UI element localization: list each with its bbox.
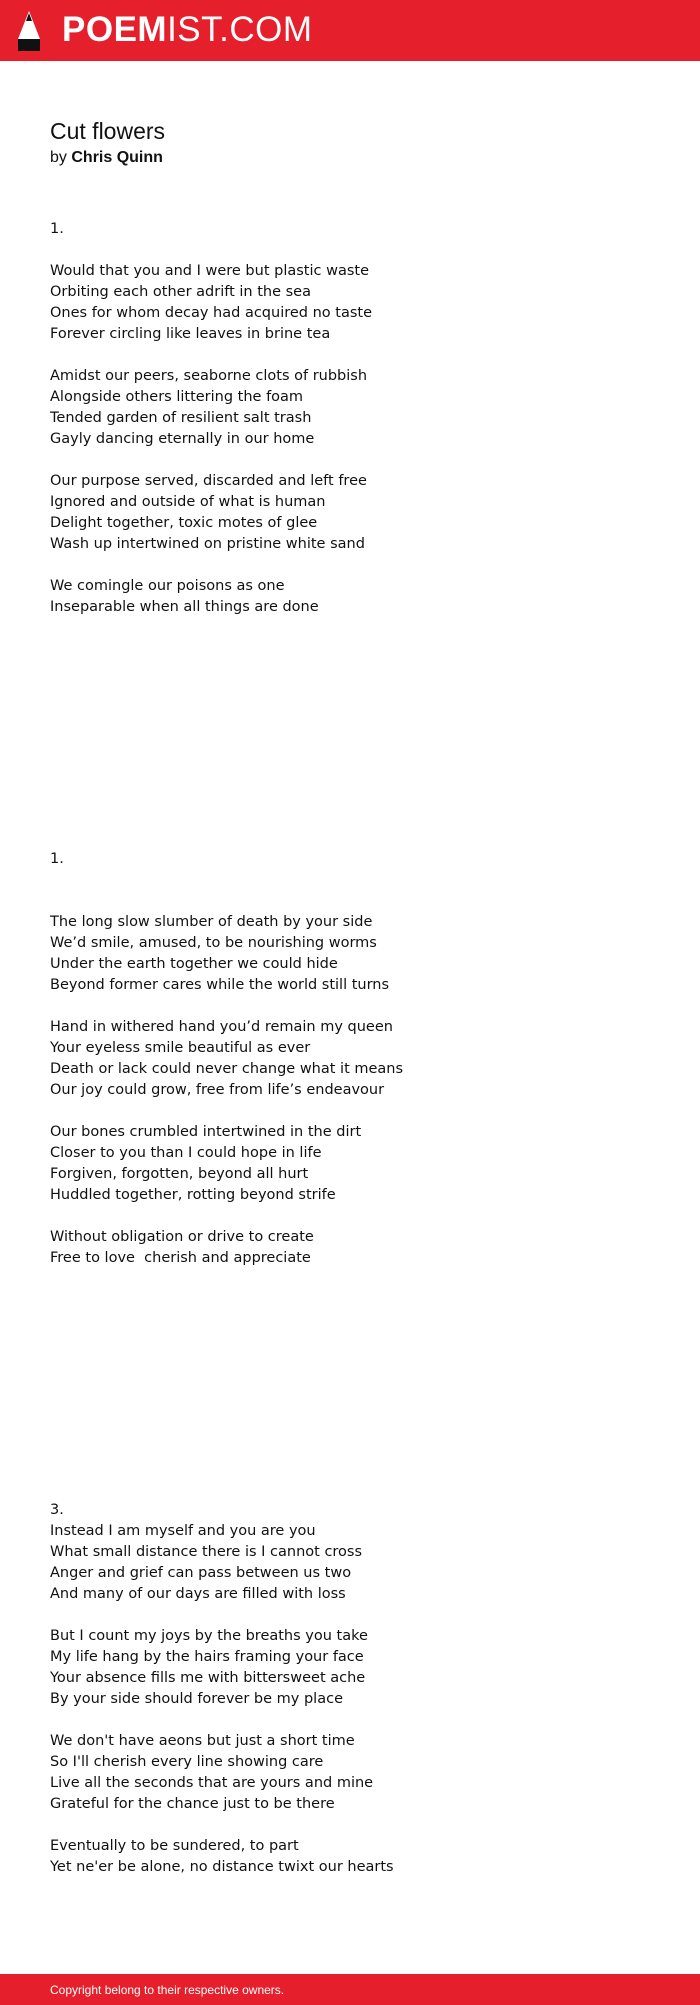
poem-line	[50, 1374, 403, 1395]
poem-line	[50, 450, 403, 471]
poem-line: Orbiting each other adrift in the sea	[50, 284, 311, 300]
logo-brand-light: IST.COM	[167, 10, 313, 49]
poem-line: Your absence fills me with bittersweet ache	[50, 1670, 366, 1686]
logo-brand-bold: POEM	[62, 10, 168, 49]
poem-line: Forgiven, forgotten, beyond all hurt	[50, 1166, 309, 1182]
site-footer	[0, 1974, 700, 2005]
poem-line	[50, 1605, 403, 1626]
poem-line: My life hang by the hairs framing your face	[50, 1649, 364, 1665]
poem-line: We comingle our poisons as one	[50, 578, 285, 594]
poem-line	[50, 996, 403, 1017]
poem-line	[50, 345, 403, 366]
poem-line: Without obligation or drive to create	[50, 1229, 314, 1245]
poem-line: Ignored and outside of what is human	[50, 494, 326, 510]
poem-line	[50, 1416, 403, 1437]
by-label: by	[50, 149, 67, 166]
poem-line	[50, 1458, 403, 1479]
poem-line: We don't have aeons but just a short time	[50, 1733, 355, 1749]
poem-line: Would that you and I were but plastic waste	[50, 263, 369, 279]
poem-line: Hand in withered hand you’d remain my queen	[50, 1019, 393, 1035]
poem-line	[50, 807, 403, 828]
pencil-logo-icon[interactable]	[16, 11, 42, 51]
poem-line: And many of our days are filled with loss	[50, 1586, 346, 1602]
poem-line: Delight together, toxic motes of glee	[50, 515, 318, 531]
poem-line: The long slow slumber of death by your side	[50, 914, 373, 930]
poem-line: 1.	[50, 221, 64, 237]
poem-line	[50, 1437, 403, 1458]
poem-line: Death or lack could never change what it means	[50, 1061, 404, 1077]
site-header	[0, 0, 700, 61]
poem-line: Gayly dancing eternally in our home	[50, 431, 315, 447]
poem-line: Instead I am myself and you are you	[50, 1523, 316, 1539]
site-logo[interactable]	[62, 8, 313, 52]
poem-line	[50, 555, 403, 576]
poem-title: Cut flowers	[50, 118, 166, 144]
poem-line	[50, 765, 403, 786]
poem-line: Yet ne'er be alone, no distance twixt our hearts	[50, 1859, 394, 1875]
poem-line	[50, 660, 403, 681]
poem-line	[50, 1290, 403, 1311]
poem-line: Wash up intertwined on pristine white sand	[50, 536, 365, 552]
author-name[interactable]: Chris Quinn	[71, 149, 163, 166]
poem-line	[50, 828, 403, 849]
poem-line: Our purpose served, discarded and left free	[50, 473, 367, 489]
poem-line: Inseparable when all things are done	[50, 599, 319, 615]
poem-line: Eventually to be sundered, to part	[50, 1838, 299, 1854]
poem-line: Ones for whom decay had acquired no taste	[50, 305, 373, 321]
poem-line: Live all the seconds that are yours and mine	[50, 1775, 374, 1791]
poem-line	[50, 681, 403, 702]
poem-line	[50, 702, 403, 723]
poem-line: By your side should forever be my place	[50, 1691, 343, 1707]
poem-line: Under the earth together we could hide	[50, 956, 338, 972]
poem-line	[50, 618, 403, 639]
poem-line: Closer to you than I could hope in life	[50, 1145, 322, 1161]
poem-line	[50, 1395, 403, 1416]
poem-line: But I count my joys by the breaths you take	[50, 1628, 368, 1644]
poem-line: Forever circling like leaves in brine tea	[50, 326, 331, 342]
poem-line	[50, 1101, 403, 1122]
poem-line	[50, 786, 403, 807]
poem-line: 1.	[50, 851, 64, 867]
poem-line: 3.	[50, 1502, 64, 1518]
poem-line	[50, 1206, 403, 1227]
poem-line	[50, 1479, 403, 1500]
poem-line	[50, 870, 403, 891]
poem-line: Grateful for the chance just to be there	[50, 1796, 335, 1812]
poem-line: Our joy could grow, free from life’s endeavour	[50, 1082, 385, 1098]
poem-line	[50, 723, 403, 744]
byline	[50, 146, 163, 170]
poem-line: Free to love cherish and appreciate	[50, 1250, 311, 1266]
poem-line	[50, 891, 403, 912]
poem-line	[50, 744, 403, 765]
poem-line	[50, 1353, 403, 1374]
copyright-notice: Copyright belong to their respective owners.	[50, 1983, 285, 1997]
poem-line: Tended garden of resilient salt trash	[50, 410, 312, 426]
poem-line	[50, 1815, 403, 1836]
poem-line: Huddled together, rotting beyond strife	[50, 1187, 336, 1203]
poem-line: Alongside others littering the foam	[50, 389, 304, 405]
poem-line	[50, 1332, 403, 1353]
poem-line: Our bones crumbled intertwined in the dirt	[50, 1124, 362, 1140]
poem-line: What small distance there is I cannot cross	[50, 1544, 363, 1560]
poem-line	[50, 1710, 403, 1731]
poem-line	[50, 639, 403, 660]
poem-line: Amidst our peers, seaborne clots of rubbish	[50, 368, 368, 384]
poem-line: So I'll cherish every line showing care	[50, 1754, 324, 1770]
poem-line	[50, 1269, 403, 1290]
poem-line: Your eyeless smile beautiful as ever	[50, 1040, 311, 1056]
poem-line: Beyond former cares while the world still turns	[50, 977, 390, 993]
poem-line: Anger and grief can pass between us two	[50, 1565, 352, 1581]
poem-line: We’d smile, amused, to be nourishing worms	[50, 935, 377, 951]
poem-line	[50, 1311, 403, 1332]
poem-body	[50, 219, 403, 1878]
poem-line	[50, 240, 403, 261]
